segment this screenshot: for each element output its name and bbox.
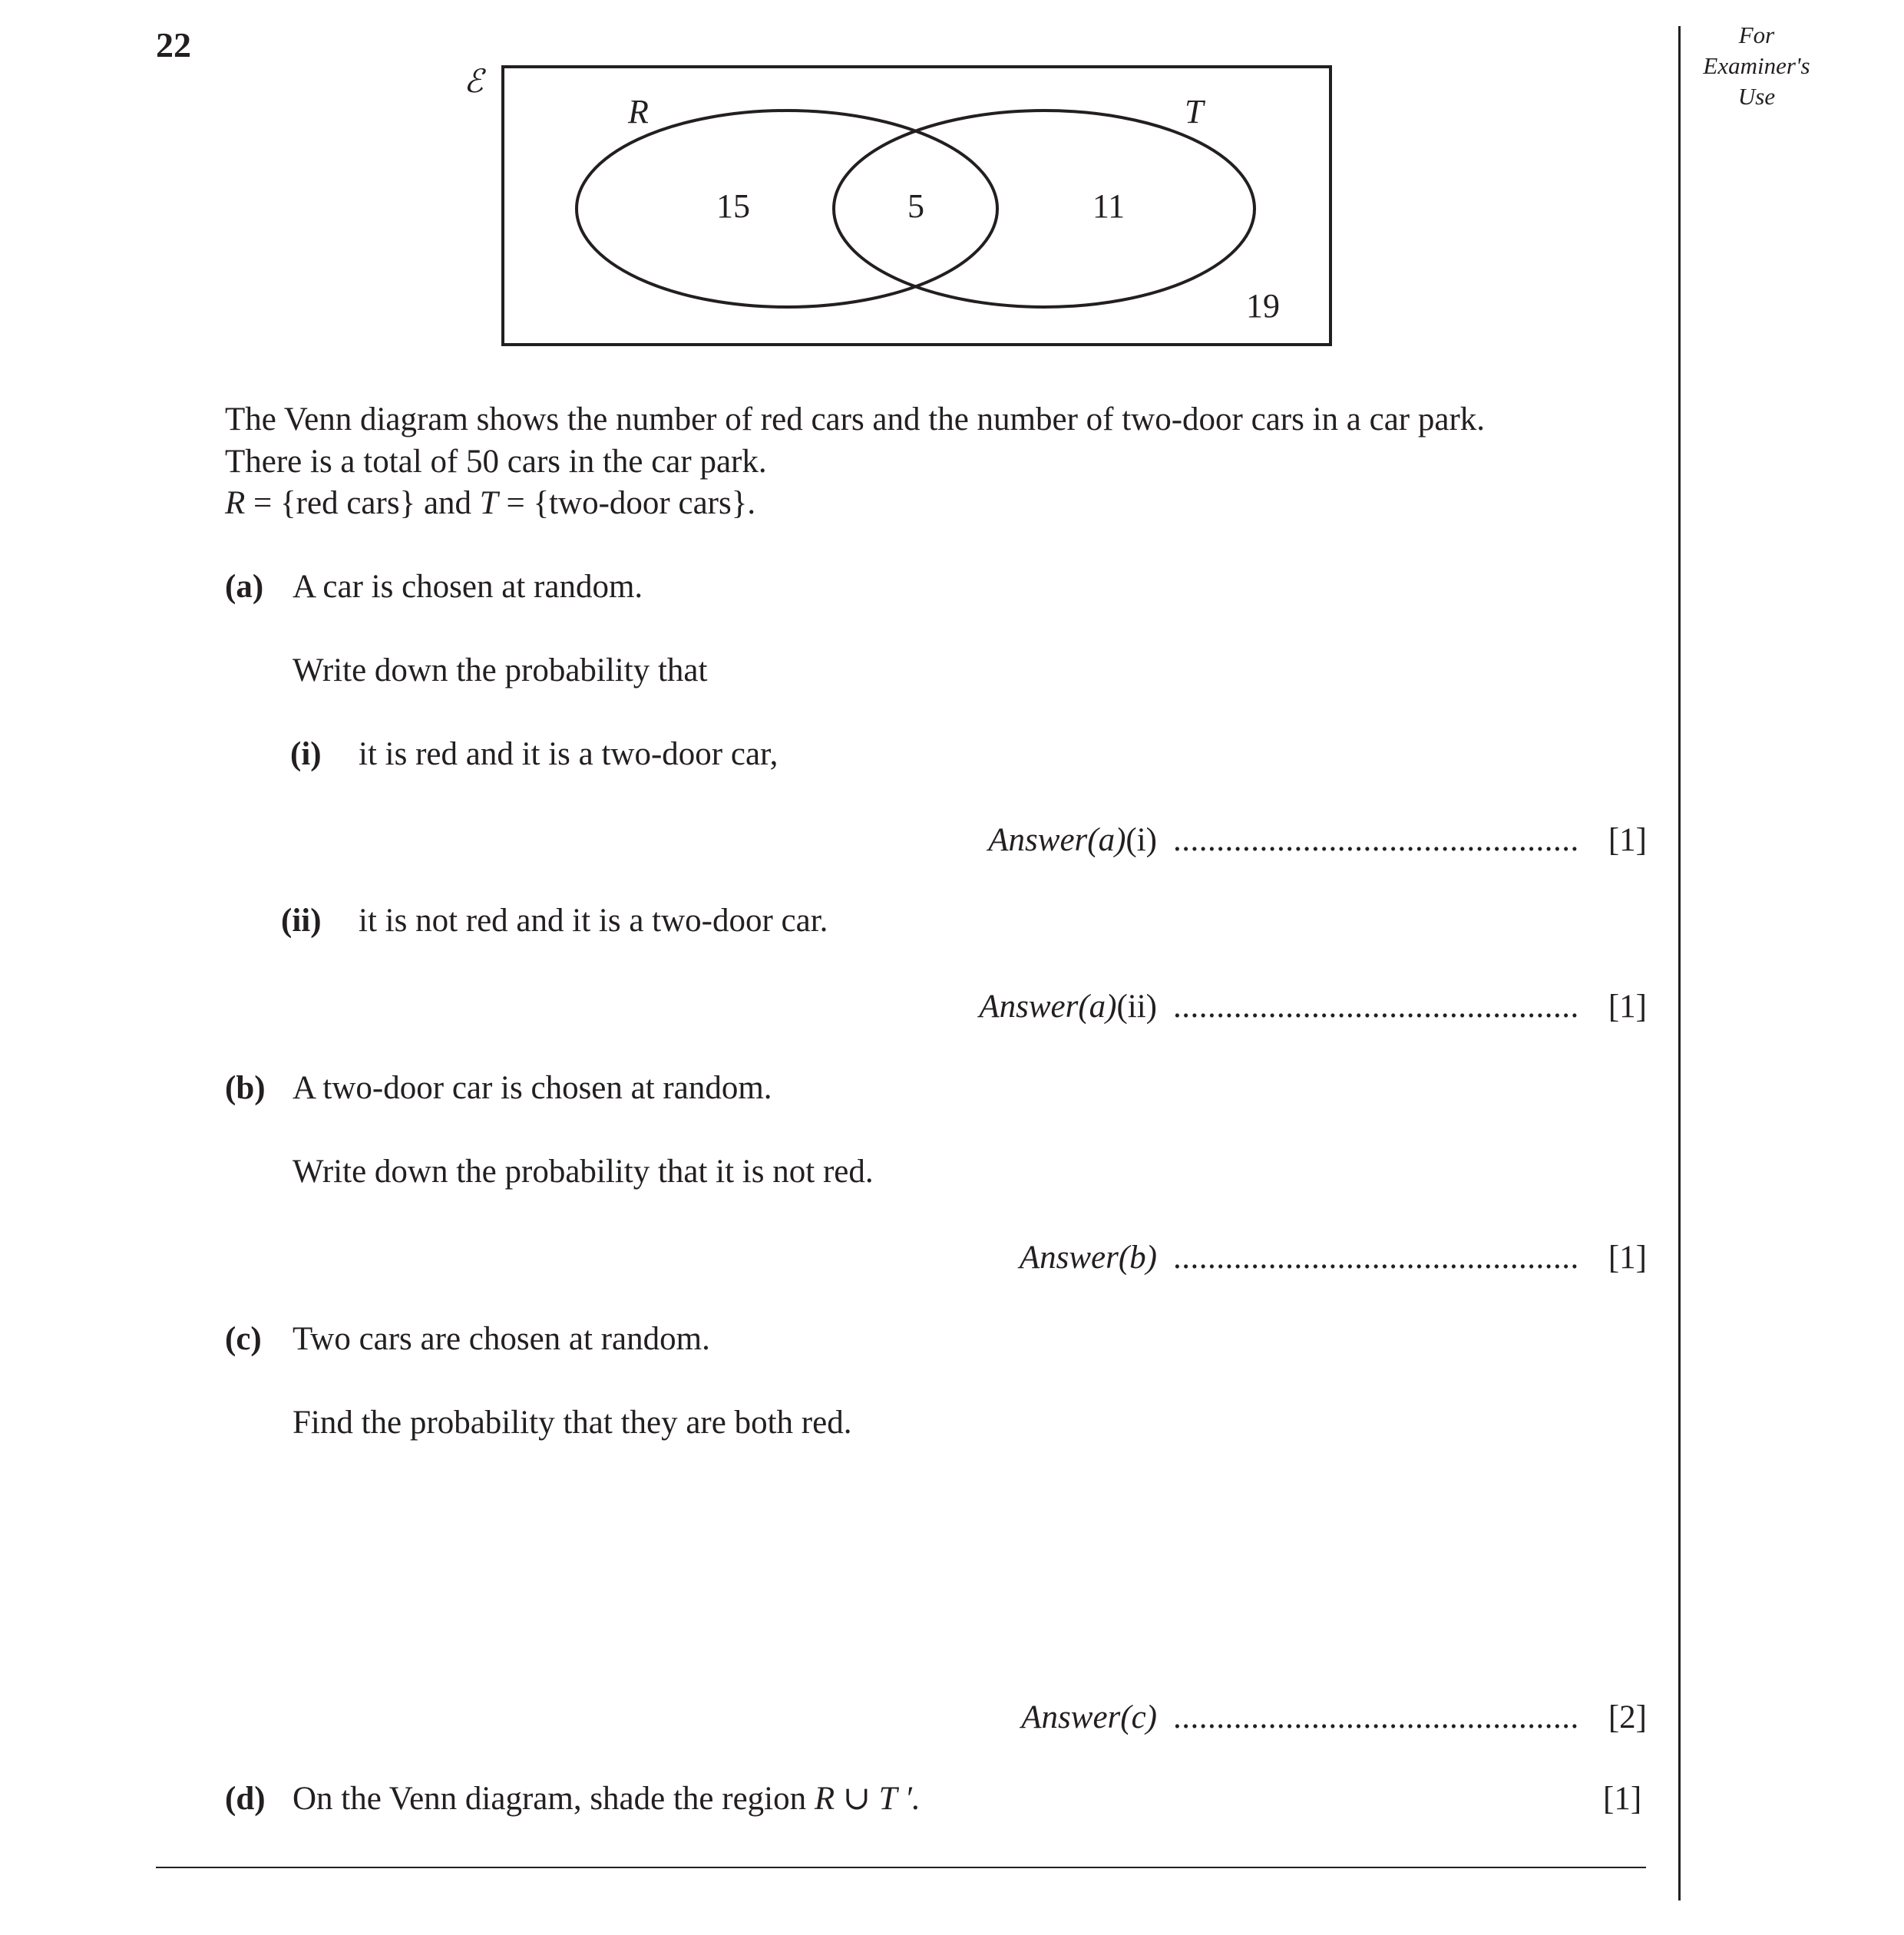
part-d-text-before: On the Venn diagram, shade the region: [293, 1781, 815, 1817]
part-a-label: (a): [225, 569, 264, 605]
venn-diagram[interactable]: [0, 0, 1904, 368]
intro-line-1: The Venn diagram shows the number of red cars and the number of two-door cars in a car park.: [225, 401, 1486, 438]
set-r-label: R: [628, 93, 649, 130]
intro-line-3: [225, 487, 755, 520]
answer-a-i-row: [0, 821, 1647, 860]
part-d-expression: R ∪ T ′.: [814, 1781, 921, 1817]
answer-c-row: [0, 1699, 1647, 1737]
region-r-only: 15: [716, 187, 750, 225]
answer-c-line[interactable]: ...............................................: [1173, 1699, 1579, 1735]
examiner-line-3: Use: [1737, 83, 1776, 110]
examiner-line-2: Examiner's: [1703, 52, 1810, 79]
answer-b-marks: [1]: [1608, 1240, 1647, 1276]
intro-line-3-mid: = {red cars} and: [245, 485, 480, 521]
answer-a-ii-label-suffix: (ii): [1116, 989, 1157, 1025]
intro-line-3-end: = {two-door cars}.: [497, 485, 756, 521]
part-a-ii-label: (ii): [281, 903, 322, 939]
part-a-i-label: (i): [290, 736, 322, 772]
set-t-symbol: T: [479, 485, 498, 521]
answer-a-i-line[interactable]: ...............................................: [1173, 822, 1579, 858]
part-b-instruction: Write down the probability that it is not red.: [293, 1154, 874, 1190]
part-d-text: [293, 1782, 921, 1815]
answer-a-ii-label-italic: Answer(a): [979, 989, 1117, 1025]
set-t-circle[interactable]: [834, 111, 1254, 307]
answer-a-ii-marks: [1]: [1608, 989, 1647, 1025]
part-d-marks: [1]: [1603, 1781, 1642, 1817]
answer-a-ii-label: [979, 988, 1157, 1025]
set-r-circle[interactable]: [577, 111, 997, 307]
part-a-i-text: it is red and it is a two-door car,: [359, 736, 778, 772]
answer-a-i-label-italic: Answer(a): [988, 822, 1126, 858]
answer-b-label-italic: Answer(b): [1019, 1240, 1157, 1276]
part-a-instruction: Write down the probability that: [293, 652, 708, 688]
answer-a-ii-line[interactable]: ...............................................: [1173, 989, 1579, 1025]
part-a-ii-text: it is not red and it is a two-door car.: [359, 903, 828, 939]
answer-a-ii-row: [0, 988, 1647, 1026]
answer-c-label: [1021, 1699, 1157, 1736]
part-c-instruction: Find the probability that they are both red.: [293, 1405, 852, 1441]
answer-a-i-label-suffix: (i): [1126, 822, 1157, 858]
examiner-line-1: For: [1738, 21, 1775, 48]
intro-line-2: There is a total of 50 cars in the car park.: [225, 444, 767, 480]
answer-c-label-italic: Answer(c): [1021, 1699, 1157, 1735]
region-t-only: 11: [1092, 187, 1126, 225]
universal-set-symbol: ℰ: [464, 64, 484, 100]
answer-a-i-marks: [1]: [1608, 822, 1647, 858]
part-b-stem: A two-door car is chosen at random.: [293, 1070, 772, 1106]
part-c-label: (c): [225, 1321, 262, 1357]
region-outside: 19: [1246, 287, 1280, 325]
part-c-stem: Two cars are chosen at random.: [293, 1321, 710, 1357]
part-a-stem: A car is chosen at random.: [293, 569, 643, 605]
part-d-label: (d): [225, 1781, 266, 1817]
answer-b-line[interactable]: ...............................................: [1173, 1240, 1579, 1276]
set-r-symbol: R: [225, 485, 246, 521]
part-b-label: (b): [225, 1070, 266, 1106]
set-t-label: T: [1185, 93, 1204, 130]
answer-b-row: [0, 1239, 1647, 1277]
page-number: 22: [156, 25, 191, 64]
page-bottom-rule: [156, 1867, 1646, 1868]
answer-c-marks: [2]: [1608, 1699, 1647, 1735]
region-intersection: 5: [907, 187, 924, 225]
answer-b-label: [1020, 1239, 1157, 1276]
answer-a-i-label: [988, 821, 1157, 859]
